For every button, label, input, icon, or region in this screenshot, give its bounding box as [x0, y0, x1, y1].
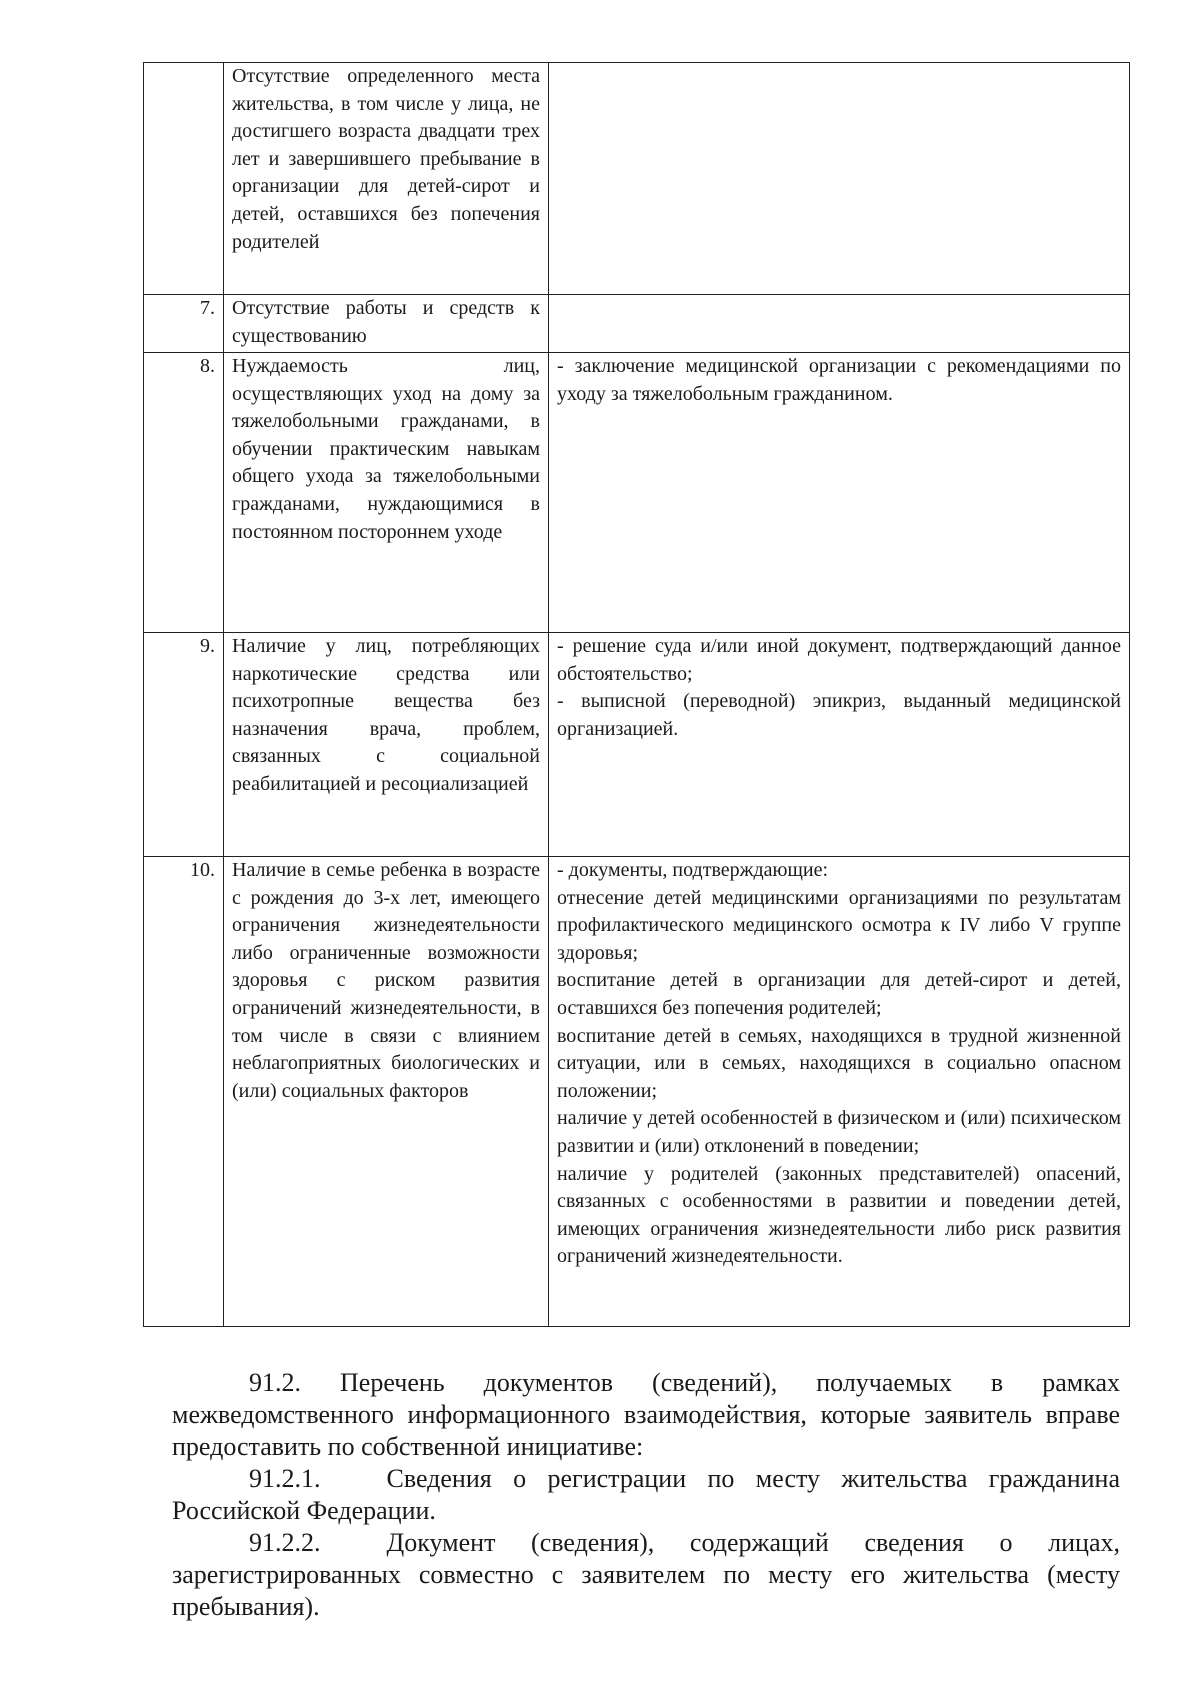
paragraph-91-2-1	[172, 1463, 1120, 1527]
row-condition: Наличие у лиц, потребляющих наркотические средства или психотропные вещества без назначения врача, проблем, связанных с социальной реабилитацией и ресоциализацией	[224, 633, 549, 857]
table-row	[144, 63, 1130, 295]
document-item: наличие у родителей (законных представителей) опасений, связанных с особенностями в развитии и поведении детей, имеющих ограничения жизнедеятельности либо риск развития ограничений жизнедеятельности.	[557, 1162, 1121, 1268]
document-item: - заключение медицинской организации с рекомендациями по уходу за тяжелобольным гражданином.	[557, 355, 1121, 405]
paragraph-text: Документ (сведения), содержащий сведения о лицах, зарегистрированных совместно с заявителем по месту его жительства (месту пребывания).	[172, 1528, 1120, 1621]
row-documents	[549, 63, 1130, 295]
document-item: наличие у детей особенностей в физическом и (или) психическом развитии и (или) отклонений в поведении;	[557, 1107, 1121, 1157]
row-number	[144, 63, 224, 295]
document-item: отнесение детей медицинскими организациями по результатам профилактического медицинского осмотра к IV либо V группе здоровья;	[557, 886, 1121, 964]
row-number: 9.	[144, 633, 224, 857]
paragraph-91-2: 91.2. Перечень документов (сведений), получаемых в рамках межведомственного информационного взаимодействия, которые заявитель вправе предоставить по собственной инициативе:	[172, 1368, 1120, 1461]
paragraph-number: 91.2.2.	[249, 1528, 321, 1557]
row-documents	[549, 633, 1130, 857]
row-condition: Нуждаемость лиц, осуществляющих уход на дому за тяжелобольными гражданами, в обучении практическим навыкам общего ухода за тяжелобольными гражданами, нуждающимися в постоянном постороннем уходе	[224, 353, 549, 633]
table-row	[144, 857, 1130, 1327]
row-condition: Отсутствие определенного места жительства, в том числе у лица, не достигшего возраста двадцати трех лет и завершившего пребывание в организации для детей-сирот и детей, оставшихся без попечения родителей	[224, 63, 549, 295]
row-documents	[549, 295, 1130, 353]
table-row	[144, 633, 1130, 857]
document-item: воспитание детей в семьях, находящихся в трудной жизненной ситуации, или в семьях, находящихся в социально опасном положении;	[557, 1024, 1121, 1102]
document-item: - выписной (переводной) эпикриз, выданный медицинской организацией.	[557, 690, 1121, 740]
document-item: - документы, подтверждающие:	[557, 859, 829, 881]
row-number: 10.	[144, 857, 224, 1327]
body-text	[172, 1367, 1120, 1623]
row-condition: Наличие в семье ребенка в возрасте с рождения до 3-х лет, имеющего ограничения жизнедеятельности либо ограниченные возможности здоровья с риском развития ограничений жизнедеятельности, в том числе в связи с влиянием неблагоприятных биологических и (или) социальных факторов	[224, 857, 549, 1327]
document-item: - решение суда и/или иной документ, подтверждающий данное обстоятельство;	[557, 635, 1121, 685]
table-row	[144, 353, 1130, 633]
table-row	[144, 295, 1130, 353]
paragraph-number: 91.2.1.	[249, 1464, 321, 1493]
services-table	[143, 62, 1130, 1327]
row-documents	[549, 353, 1130, 633]
row-number: 7.	[144, 295, 224, 353]
row-number: 8.	[144, 353, 224, 633]
row-condition: Отсутствие работы и средств к существованию	[224, 295, 549, 353]
paragraph-91-2-2	[172, 1527, 1120, 1623]
paragraph-text: Сведения о регистрации по месту жительства гражданина Российской Федерации.	[172, 1464, 1120, 1525]
row-documents	[549, 857, 1130, 1327]
document-item: воспитание детей в организации для детей-сирот и детей, оставшихся без попечения родителей;	[557, 969, 1121, 1019]
